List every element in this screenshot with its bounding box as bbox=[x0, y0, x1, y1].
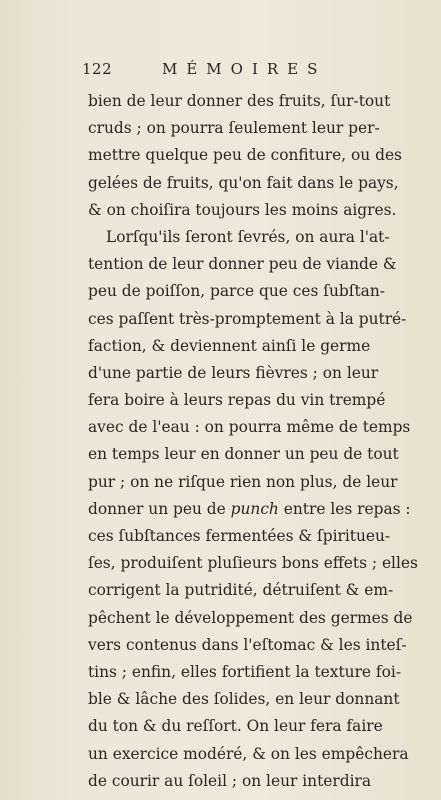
text-line: gelées de fruits, qu'on fait dans le pays, bbox=[88, 173, 399, 192]
italic-word: punch bbox=[230, 499, 279, 518]
text-line: avec de l'eau : on pourra même de temps bbox=[88, 418, 411, 437]
text-line: & on choiſira toujours les moins aigres. bbox=[88, 200, 397, 219]
text-line: fera boire à leurs repas du vin trempé bbox=[88, 391, 386, 410]
text-line: pêchent le développement des germes de bbox=[88, 608, 413, 627]
text-line: tention de leur donner peu de viande & bbox=[88, 255, 397, 274]
text-line: ces ſubſtances fermentées & ſpiritueu- bbox=[88, 527, 391, 545]
text-line bbox=[88, 496, 411, 523]
text-line: ces paſſent très-promptement à la putré- bbox=[88, 309, 407, 328]
text-line: du ton & du reſſort. On leur fera faire bbox=[88, 717, 383, 736]
text-line: cruds ; on pourra ſeulement leur per- bbox=[88, 119, 380, 138]
text-fragment: donner un peu de bbox=[88, 499, 231, 518]
text-line: tins ; enfin, elles fortifient la texture foi- bbox=[88, 662, 402, 681]
text-line: bien de leur donner des fruits, ſur-tout bbox=[88, 92, 391, 110]
text-line: un exercice modéré, & on les empêchera bbox=[88, 744, 409, 763]
text-line: mettre quelque peu de confiture, ou des bbox=[88, 146, 402, 165]
text-line: faction, & deviennent ainſi le germe bbox=[88, 336, 371, 355]
text-line: pur ; on ne riſque rien non plus, de leur bbox=[88, 472, 398, 491]
text-line: en temps leur en donner un peu de tout bbox=[88, 445, 399, 464]
text-line: Lorſqu'ils ſeront ſevrés, on aura l'at- bbox=[106, 227, 390, 246]
text-fragment: entre les repas : bbox=[278, 499, 411, 518]
text-line: vers contenus dans l'eſtomac & les inteſ- bbox=[88, 635, 407, 654]
text-line: corrigent la putridité, détruiſent & em- bbox=[88, 581, 394, 600]
text-line: d'une partie de leurs fièvres ; on leur bbox=[88, 363, 379, 382]
text-line: ble & lâche des ſolides, en leur donnant bbox=[88, 690, 400, 709]
page-header bbox=[82, 60, 362, 82]
text-line: ſes, produiſent pluſieurs bons effets ; elles bbox=[88, 554, 418, 573]
page-number: 122 bbox=[82, 60, 113, 78]
body-text bbox=[88, 88, 418, 795]
text-line: de courir au ſoleil ; on leur interdira bbox=[88, 771, 372, 790]
text-line: peu de poiſſon, parce que ces ſubſtan- bbox=[88, 282, 385, 301]
running-head: MÉMOIRES bbox=[162, 60, 327, 78]
